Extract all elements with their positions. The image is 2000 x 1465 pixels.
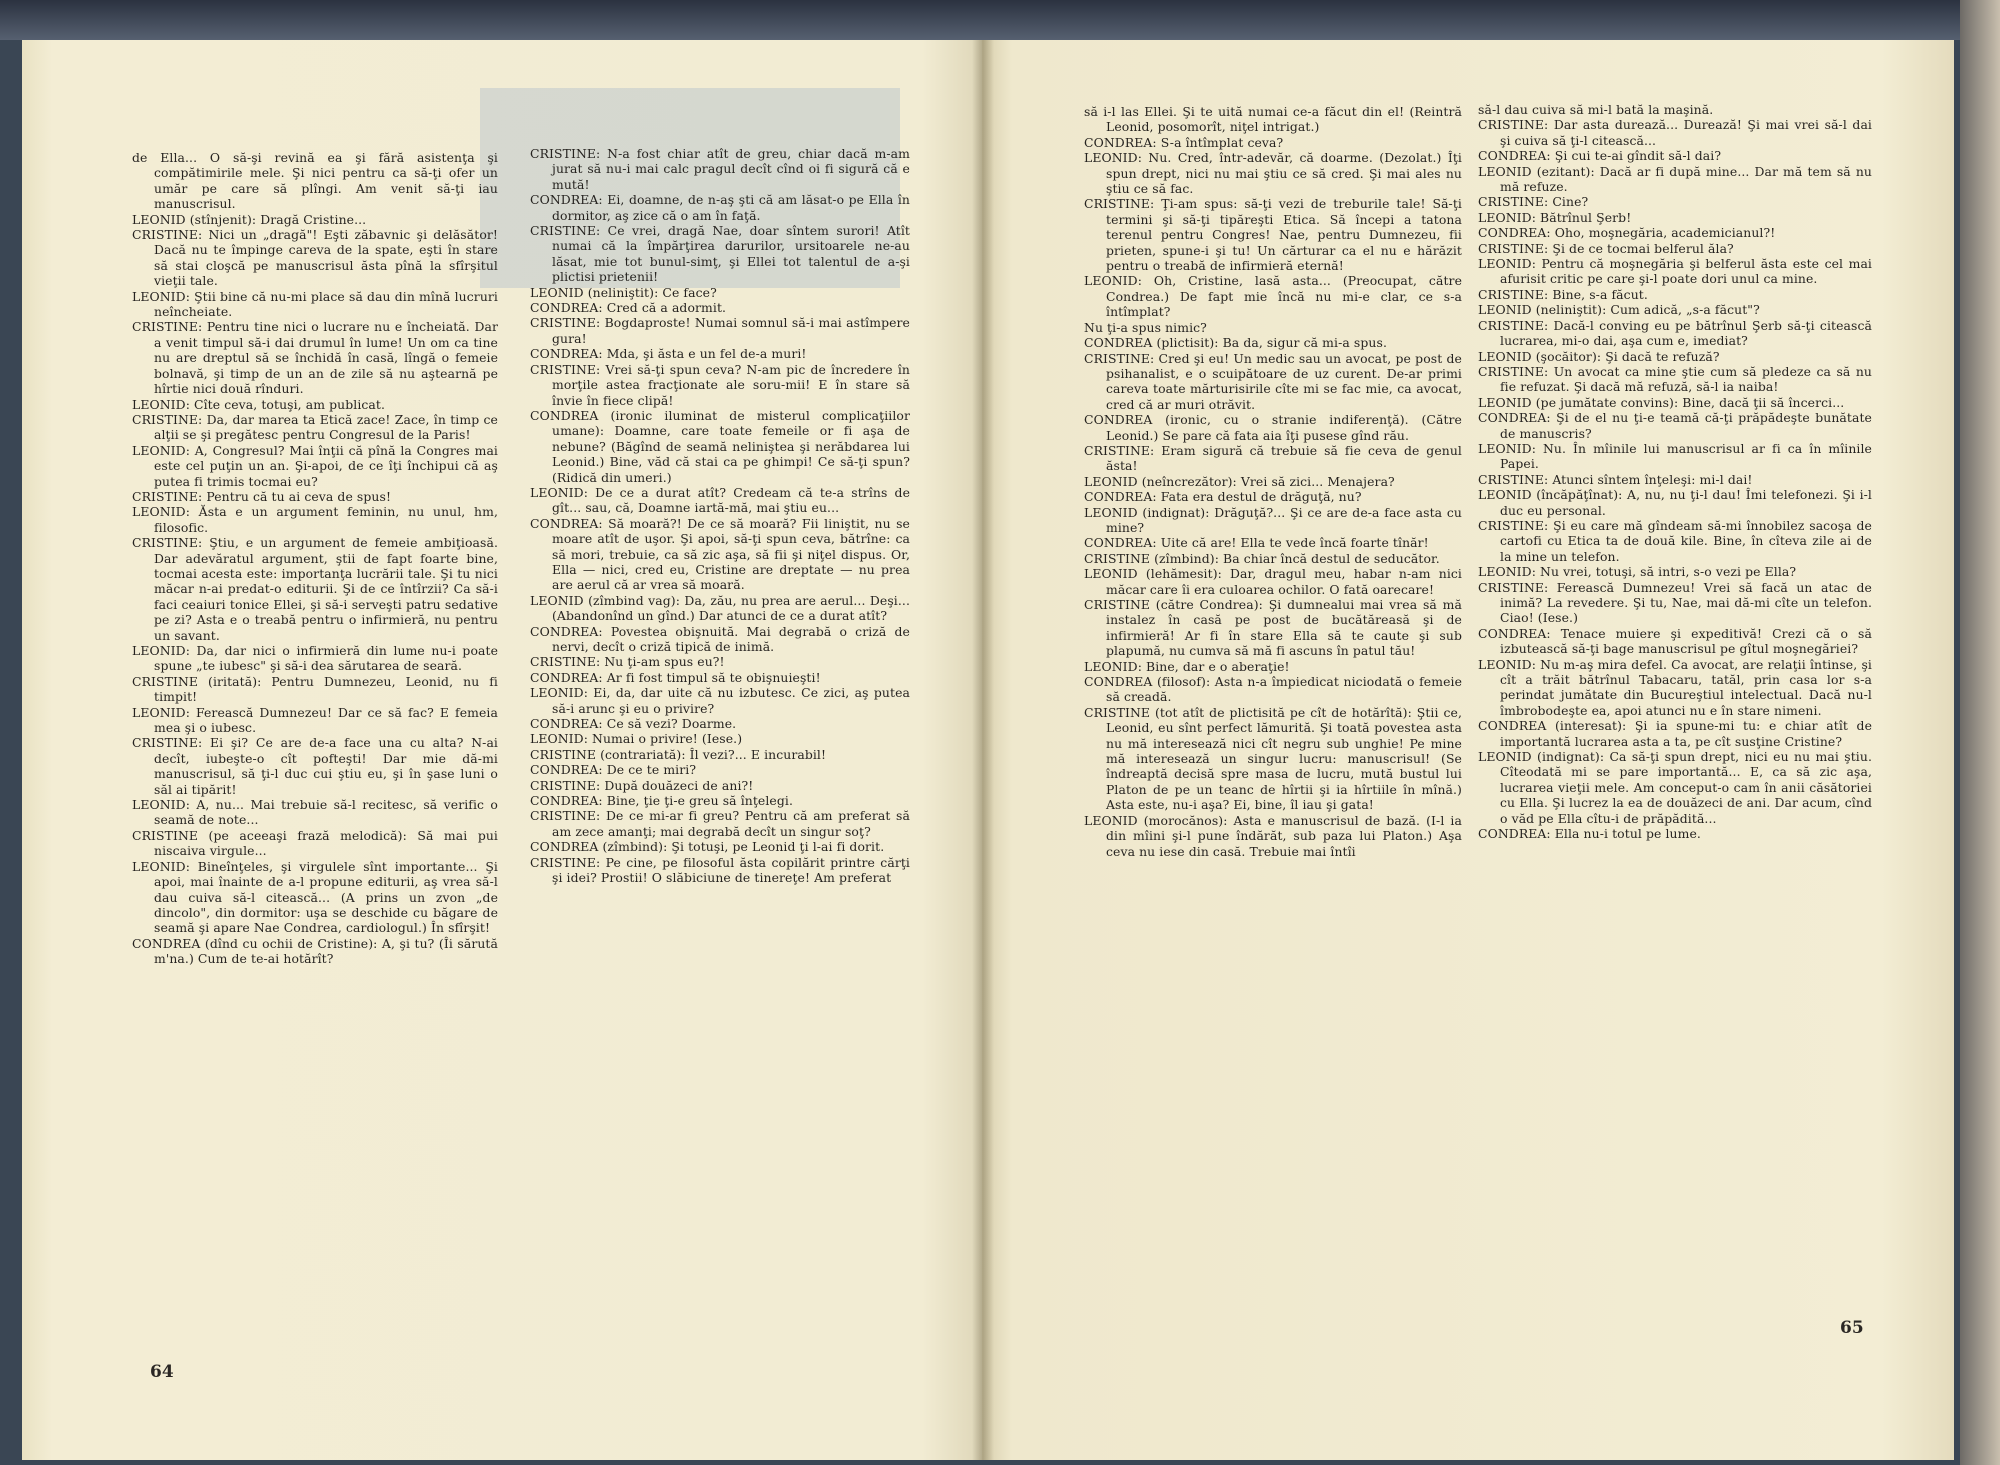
dialogue-paragraph: CRISTINE (zîmbind): Ba chiar încă destul de seducător.: [1084, 550, 1440, 566]
dialogue-paragraph: LEONID: Pentru că moşnegăria şi belferul ăsta este cel mai afurisit critic pe care şi-l poate dori unul ca mine.: [1478, 256, 1872, 287]
dialogue-paragraph: de Ella... O să-şi revină ea şi fără asistenţa şi compătimirile mele. Şi nici pentru ca să-ţi ofer un umăr pe care să plîngi. Am venit să-ţi iau manuscrisul.: [132, 150, 498, 212]
dialogue-paragraph: CONDREA: S-a întîmplat ceva?: [1084, 134, 1284, 150]
dialogue-paragraph: CRISTINE: Şi de ce tocmai belferul ăla?: [1478, 240, 1734, 256]
dialogue-paragraph: CRISTINE (către Condrea): Şi dumnealui mai vrea să mă instalez în casă pe post de bucătăreasă şi de infirmieră! Ar fi în stare Ella să te caute şi sub plapumă, nu cumva să mă fi ascuns în patul tău!: [1084, 597, 1462, 659]
dialogue-paragraph: CRISTINE: Ştiu, e un argument de femeie ambiţioasă. Dar adevăratul argument, ştii de fapt foarte bine, tocmai acesta este: importanţa lucrării tale. Şi tu nici măcar n-ai predat-o editurii. Şi de ce întîrzii? Ca să-i faci ceaiuri tonice Ellei, şi să-i serveşti patru sedative pe zi? Asta e o treabă pentru o infirmieră, nu pentru un savant.: [132, 535, 498, 643]
dialogue-paragraph: LEONID (zîmbind vag): Da, zău, nu prea are aerul... Deşi... (Abandonînd un gînd.) Dar atunci de ce a durat atît?: [530, 592, 910, 624]
dialogue-paragraph: CRISTINE: Bogdaproste! Numai somnul să-i mai astîmpere gura!: [530, 315, 910, 346]
dialogue-paragraph: CRISTINE: Nici un „dragă"! Eşti zăbavnic şi delăsător! Dacă nu te împinge careva de la spate, eşti în stare să stai cloşcă pe manuscrisul ăsta pînă la sfîrşitul vieţii tale.: [132, 227, 498, 289]
dialogue-paragraph: LEONID: A, Congresul? Mai înţii că pînă la Congres mai este cel puţin un an. Şi-apoi, de ce îţi închipui că aş putea fi trimis tocmai eu?: [132, 442, 498, 489]
dialogue-paragraph: LEONID (neliniştit): Cum adică, „s-a făcut"?: [1478, 302, 1760, 318]
dialogue-paragraph: LEONID (ezitant): Dacă ar fi după mine... Dar mă tem să nu mă refuze.: [1478, 163, 1872, 195]
dialogue-paragraph: CONDREA: Cred că a adormit.: [530, 300, 727, 316]
left-page-column-1: [132, 150, 498, 1346]
dialogue-paragraph: LEONID: Bătrînul Şerb!: [1478, 209, 1632, 225]
dialogue-paragraph: CRISTINE: Ferească Dumnezeu! Vrei să facă un atac de inimă? La revedere. Şi tu, Nae, mai dă-mi cîte un telefon. Ciao! (Iese.): [1478, 579, 1872, 626]
dialogue-paragraph: CRISTINE: Atunci sîntem înţeleşi: mi-l dai!: [1478, 471, 1753, 487]
dialogue-paragraph: CONDREA: Ei, doamne, de n-aş şti că am lăsat-o pe Ella în dormitor, aş zice că o am în faţă.: [530, 192, 910, 223]
dialogue-paragraph: CONDREA: Şi cui te-ai gîndit să-l dai?: [1478, 148, 1722, 164]
dialogue-paragraph: LEONID (stînjenit): Dragă Cristine...: [132, 211, 367, 227]
dialogue-paragraph: CONDREA: Ar fi fost timpul să te obişnuieşti!: [530, 669, 821, 685]
dialogue-paragraph: LEONID: Nu. În mîinile lui manuscrisul ar fi ca în mîinile Papei.: [1478, 440, 1872, 472]
dialogue-paragraph: CRISTINE: De ce mi-ar fi greu? Pentru că am preferat să am zece amanţi; mai degrabă decît un singur soţ?: [530, 808, 910, 839]
dialogue-paragraph: CRISTINE (pe aceeaşi frază melodică): Să mai pui niscaiva virgule...: [132, 827, 498, 859]
dialogue-paragraph: LEONID: Cîte ceva, totuşi, am publicat.: [132, 396, 386, 412]
dialogue-paragraph: CRISTINE: Pentru tine nici o lucrare nu e încheiată. Dar a venit timpul să-i dai drumul în lume! Un om ca tine nu are dreptul să se închidă în casă, lîngă o femeie bolnavă, şi timp de un an de zile să nu aştearnă pe hîrtie nici două rînduri.: [132, 319, 498, 397]
dialogue-paragraph: LEONID (şocăitor): Şi dacă te refuză?: [1478, 348, 1720, 364]
dialogue-paragraph: LEONID (neîncrezător): Vrei să zici... Menajera?: [1084, 473, 1395, 489]
page-number-left: 64: [150, 1362, 174, 1382]
dialogue-paragraph: LEONID (neliniştit): Ce face?: [530, 284, 717, 300]
dialogue-paragraph: CRISTINE: Da, dar marea ta Etică zace! Zace, în timp ce alţii se şi pregătesc pentru Congresul de la Paris!: [132, 411, 498, 443]
book-edge-right: [1960, 0, 2000, 1465]
scan-background-top: [0, 0, 2000, 40]
dialogue-paragraph: CRISTINE (iritată): Pentru Dumnezeu, Leonid, nu fi timpit!: [132, 673, 498, 705]
dialogue-paragraph: CRISTINE: N-a fost chiar atît de greu, chiar dacă m-am jurat să nu-i mai calc pragul decît cînd oi fi sigură că e mută!: [530, 146, 910, 192]
dialogue-paragraph: CONDREA (zîmbind): Şi totuşi, pe Leonid ţi l-ai fi dorit.: [530, 839, 885, 855]
dialogue-paragraph: Nu ţi-a spus nimic?: [1084, 319, 1207, 335]
dialogue-paragraph: CRISTINE: Dacă-l conving eu pe bătrînul Şerb să-ţi citească lucrarea, mi-o dai, aşa cum e, imediat?: [1478, 317, 1872, 349]
dialogue-paragraph: CONDREA (plictisit): Ba da, sigur că mi-a spus.: [1084, 335, 1387, 351]
dialogue-paragraph: CRISTINE: Pentru că tu ai ceva de spus!: [132, 488, 392, 504]
left-page-column-2: [530, 146, 910, 1346]
dialogue-paragraph: CONDREA: Povestea obişnuită. Mai degrabă o criză de nervi, decît o criză tipică de inimă.: [530, 623, 910, 654]
dialogue-paragraph: LEONID: Oh, Cristine, lasă asta... (Preocupat, către Condrea.) De fapt mie încă nu mi-e clar, ce s-a întîmplat?: [1084, 273, 1462, 320]
dialogue-paragraph: CONDREA: Să moară?! De ce să moară? Fii liniştit, nu se moare atît de uşor. Şi apoi, să-ţi spun ceva, bătrîne: ca să mori, trebuie, ca să zic aşa, să fii şi niţel dispus. Or, Ella — nici, cred eu, Cristine are dreptate — nu prea are aerul că ar vrea să moară.: [530, 515, 910, 593]
dialogue-paragraph: CRISTINE: Şi eu care mă gîndeam să-mi înnobilez sacoşa de cartofi cu Etica ta de două kile. Bine, în cîteva zile ai de la mine un telefon.: [1478, 517, 1872, 564]
dialogue-paragraph: CRISTINE: Eram sigură că trebuie să fie ceva de genul ăsta!: [1084, 442, 1462, 474]
book-gutter: [972, 40, 994, 1460]
dialogue-paragraph: LEONID: Nu vrei, totuşi, să intri, s-o vezi pe Ella?: [1478, 564, 1797, 580]
dialogue-paragraph: CONDREA: Oho, moşnegăria, academicianul?!: [1478, 225, 1776, 241]
dialogue-paragraph: LEONID (pe jumătate convins): Bine, dacă ţii să încerci...: [1478, 394, 1845, 410]
right-page-column-1: [1084, 104, 1462, 1304]
dialogue-paragraph: CRISTINE (tot atît de plictisită pe cît de hotărîtă): Ştii ce, Leonid, eu sînt perfect lămurită. Şi toată povestea asta nu mă interesează nici cît negru sub unghie! Pe mine mă interesează un singur lucru: manuscrisul! (Se îndreaptă decisă spre masa de lucru, mută bustul lui Platon de pe un teanc de hîrtii şi ia hîrtiile în mînă.) Asta este, nu-i aşa? Ei, bine, îl iau şi gata!: [1084, 704, 1462, 813]
right-page-column-2: [1478, 102, 1872, 1302]
dialogue-paragraph: CONDREA: Bine, ţie ţi-e greu să înţelegi.: [530, 793, 793, 809]
dialogue-paragraph: CONDREA: Tenace muiere şi expeditivă! Crezi că o să izbutească să-ţi bage manuscrisul pe gîtul moşnegăriei?: [1478, 625, 1872, 657]
dialogue-paragraph: LEONID: Bineînţeles, şi virgulele sînt importante... Şi apoi, mai înainte de a-l propune editurii, aş vrea să-l dau cuiva să-l citească... (A prins un zvon „de dincolo", din dormitor: uşa se deschide cu băgare de seamă şi apare Nae Condrea, cardiologul.) În sfîrşit!: [132, 858, 498, 936]
dialogue-paragraph: CONDREA (filosof): Asta n-a împiedicat niciodată o femeie să creadă.: [1084, 674, 1462, 705]
dialogue-paragraph: LEONID: A, nu... Mai trebuie să-l recitesc, să verific o seamă de note...: [132, 797, 498, 828]
dialogue-paragraph: CONDREA: De ce te miri?: [530, 762, 697, 778]
dialogue-paragraph: CONDREA (interesat): Şi ia spune-mi tu: e chiar atît de importantă lucrarea asta a ta, pe cît susţine Cristine?: [1478, 718, 1872, 749]
dialogue-paragraph: CONDREA: Uite că are! Ella te vede încă foarte tînăr!: [1084, 535, 1429, 551]
dialogue-paragraph: CRISTINE: Cred şi eu! Un medic sau un avocat, pe post de psihanalist, e o scuipătoare de uz curent. De-ar primi careva toate mărturisirile cîte mi se fac mie, ca avocat, cred că ar muri otrăvit.: [1084, 350, 1462, 412]
dialogue-paragraph: LEONID (lehămesit): Dar, dragul meu, habar n-am nici măcar care îi era culoarea ochilor. O fată oarecare!: [1084, 566, 1462, 597]
dialogue-paragraph: CONDREA (ironic, cu o stranie indiferenţă). (Către Leonid.) Se pare că fata aia îţi pusese gînd rău.: [1084, 412, 1462, 443]
dialogue-paragraph: să-l dau cuiva să mi-l bată la maşină.: [1478, 102, 1714, 117]
dialogue-paragraph: LEONID: Ei, da, dar uite că nu izbutesc. Ce zici, aş putea să-i arunc şi eu o privire?: [530, 685, 910, 716]
dialogue-paragraph: CRISTINE: Cine?: [1478, 194, 1589, 210]
dialogue-paragraph: LEONID: Ăsta e un argument feminin, nu unul, hm, filosofic.: [132, 504, 498, 535]
dialogue-paragraph: CONDREA: Şi de el nu ţi-e teamă că-ţi prăpădeşte bunătate de manuscris?: [1478, 410, 1872, 441]
dialogue-paragraph: CRISTINE: Ce vrei, dragă Nae, doar sîntem surori! Atît numai că la împărţirea darurilor, ursitoarele ne-au lăsat, mie tot bunul-simţ, şi Ellei tot talentul de a-şi plictisi prietenii!: [530, 223, 910, 285]
dialogue-paragraph: CONDREA (ironic iluminat de misterul complicaţiilor umane): Doamne, care toate femeile or fi aşa de nebune? (Băgînd de seamă neliniştea şi nerăbdarea lui Leonid.) Bine, văd că stai ca pe ghimpi! Ce să-ţi spun? (Ridică din umeri.): [530, 407, 910, 485]
dialogue-paragraph: CRISTINE: Dar asta durează... Durează! Şi mai vrei să-l dai şi cuiva să ţi-l citească...: [1478, 117, 1872, 148]
dialogue-paragraph: CRISTINE: Vrei să-ţi spun ceva? N-am pic de încredere în morţile astea fracţionate ale soru-mii! E în stare să învie în fiece clipă!: [530, 361, 910, 408]
dialogue-paragraph: LEONID: Ferească Dumnezeu! Dar ce să fac? E femeia mea şi o iubesc.: [132, 704, 498, 736]
dialogue-paragraph: LEONID (indignat): Drăguţă?... Şi ce are de-a face asta cu mine?: [1084, 504, 1462, 535]
dialogue-paragraph: LEONID (morocănos): Asta e manuscrisul de bază. (I-l ia din mîini şi-l pune îndărăt, sub paza lui Platon.) Aşa ceva nu iese din casă. Trebuie mai întîi: [1084, 812, 1462, 859]
dialogue-paragraph: să i-l las Ellei. Şi te uită numai ce-a făcut din el! (Reintră Leonid, posomorît, niţel intrigat.): [1084, 104, 1462, 135]
dialogue-paragraph: CONDREA: Fata era destul de drăguţă, nu?: [1084, 489, 1362, 505]
dialogue-paragraph: LEONID: Nu m-aş mira defel. Ca avocat, are relaţii întinse, şi cît a trăit bătrînul Tabacaru, tatăl, prin casa lor s-a perindat jumătate din Bucureştiul intelectual. Dacă nu-l îmbrobodeşte ea, apoi atunci nu e în stare nimeni.: [1478, 656, 1872, 718]
dialogue-paragraph: CRISTINE: Pe cine, pe filosoful ăsta copilărit printre cărţi şi idei? Prostii! O slăbiciune de tinereţe! Am preferat: [530, 854, 910, 886]
dialogue-paragraph: LEONID: Ştii bine că nu-mi place să dau din mînă lucruri neîncheiate.: [132, 288, 498, 320]
dialogue-paragraph: LEONID: Nu. Cred, într-adevăr, că doarme. (Dezolat.) Îţi spun drept, nici nu mai ştiu ce să cred. Şi mai ales nu ştiu ce să fac.: [1084, 150, 1462, 197]
dialogue-paragraph: CONDREA: Mda, şi ăsta e un fel de-a muri!: [530, 346, 807, 362]
dialogue-paragraph: CRISTINE: Un avocat ca mine ştie cum să pledeze ca să nu fie refuzat. Şi dacă mă refuză, să-l ia naiba!: [1478, 363, 1872, 395]
dialogue-paragraph: CRISTINE: După douăzeci de ani?!: [530, 777, 754, 793]
dialogue-paragraph: LEONID: De ce a durat atît? Credeam că te-a strîns de gît... sau, că, Doamne iartă-mă, mai ştiu eu...: [530, 484, 910, 516]
dialogue-paragraph: CONDREA: Ce să vezi? Doarme.: [530, 716, 737, 732]
dialogue-paragraph: CRISTINE: Bine, s-a făcut.: [1478, 286, 1648, 302]
dialogue-paragraph: CRISTINE: Ei şi? Ce are de-a face una cu alta? N-ai decît, iubeşte-o cît pofteşti! Dar mie dă-mi manuscrisul, să ţi-l duc cui ştiu eu, şi în şase luni o săl ai tipărit!: [132, 735, 498, 797]
page-number-right: 65: [1840, 1318, 1864, 1338]
dialogue-paragraph: LEONID (indignat): Ca să-ţi spun drept, nici eu nu mai ştiu. Cîteodată mi se pare importantă... E, ca să zic aşa, lucrarea vieţii mele. Am conceput-o cam în anii căsătoriei cu Ella. Şi lucrez la ea de douăzeci de ani. Dar acum, cînd o văd pe Ella cîtu-i de prăpădită...: [1478, 749, 1872, 826]
dialogue-paragraph: CRISTINE: Ţi-am spus: să-ţi vezi de treburile tale! Să-ţi termini şi să-ţi tipăreşti Etica. Să începi a tatona terenul pentru Congres! Nae, pentru Dumnezeu, fii prieten, spune-i şi tu! Un cărturar ca el nu e hărăzit pentru o treabă de infirmieră eternă!: [1084, 196, 1462, 274]
dialogue-paragraph: LEONID: Numai o privire! (Iese.): [530, 731, 743, 747]
dialogue-paragraph: LEONID: Bine, dar e o aberaţie!: [1084, 658, 1290, 674]
dialogue-paragraph: CONDREA: Ella nu-i totul pe lume.: [1478, 826, 1701, 842]
dialogue-paragraph: CRISTINE (contrariată): Îl vezi?... E incurabil!: [530, 746, 827, 762]
dialogue-paragraph: LEONID: Da, dar nici o infirmieră din lume nu-i poate spune „te iubesc" şi să-i dea sărutarea de seară.: [132, 643, 498, 674]
dialogue-paragraph: CRISTINE: Nu ţi-am spus eu?!: [530, 654, 725, 670]
dialogue-paragraph: LEONID (încăpăţînat): A, nu, nu ţi-l dau! Îmi telefonezi. Şi i-l duc eu personal.: [1478, 487, 1872, 518]
dialogue-paragraph: CONDREA (dînd cu ochii de Cristine): A, şi tu? (Îi sărută m'na.) Cum de te-ai hotărît?: [132, 935, 498, 967]
